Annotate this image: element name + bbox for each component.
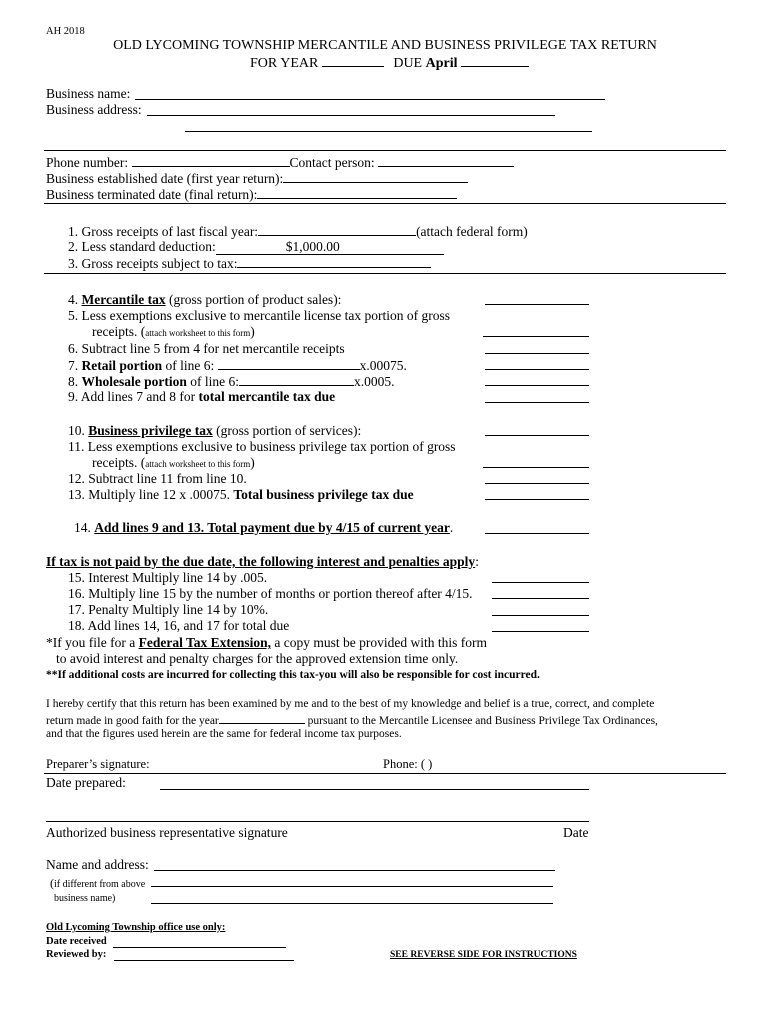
line-11	[68, 439, 456, 455]
line-6	[68, 341, 345, 357]
line-10-label: (gross portion of services):	[212, 423, 362, 438]
line-2	[68, 239, 444, 255]
line-11-field[interactable]	[483, 467, 589, 468]
line-11-label: Less exemptions exclusive to business privilege tax portion of gross	[87, 439, 456, 454]
business-name-label: Business name:	[46, 86, 131, 101]
extension-note-b: a copy must be provided with this form	[270, 635, 487, 650]
line-18	[68, 618, 289, 634]
line-1	[68, 223, 528, 240]
line-7	[68, 357, 407, 374]
line-1-note: (attach federal form)	[416, 224, 528, 239]
authorized-signature-field[interactable]	[46, 821, 589, 822]
line-3	[68, 255, 431, 272]
name-address-label: Name and address:	[46, 857, 149, 872]
business-name-note: business name)	[54, 893, 116, 904]
for-year-label: FOR YEAR	[250, 56, 319, 71]
line-5-label: Less exemptions exclusive to mercantile license tax portion of gross	[81, 308, 451, 323]
phone-row	[46, 154, 514, 171]
line-13	[68, 487, 414, 503]
phone-field[interactable]	[132, 154, 290, 167]
line-9-field[interactable]	[485, 402, 589, 403]
line-16	[68, 586, 473, 602]
line-11-cont-text: receipts. (	[92, 455, 146, 470]
line-5-field[interactable]	[483, 336, 589, 337]
line-12	[68, 471, 247, 487]
line-14-heading: Add lines 9 and 13. Total payment due by 4/15 of current year	[94, 520, 450, 535]
established-row	[46, 170, 468, 187]
line-10-heading: Business privilege tax	[88, 423, 213, 438]
extension-note-bold: Federal Tax Extension,	[138, 635, 271, 650]
established-field[interactable]	[283, 170, 468, 183]
form-title: OLD LYCOMING TOWNSHIP MERCANTILE AND BUSINESS PRIVILEGE TAX RETURN	[113, 38, 657, 53]
date-received-field[interactable]	[113, 947, 286, 948]
line-18-number: 18.	[68, 618, 85, 633]
line-8-amount-field[interactable]	[239, 373, 354, 386]
line-5-close: )	[250, 324, 255, 339]
line-6-label: Subtract line 5 from 4 for net mercantile receipts	[81, 341, 345, 356]
line-14: 14. Add lines 9 and 13. Total payment due by 4/15 of current year.	[74, 520, 454, 535]
established-label: Business established date (first year return):	[46, 171, 284, 186]
terminated-field[interactable]	[257, 186, 457, 199]
line-14-number: 14.	[74, 520, 91, 535]
line-15-field[interactable]	[492, 582, 589, 583]
line-13-label: Multiply line 12 x .00075.	[88, 487, 234, 502]
line-16-label: Multiply line 15 by the number of months or portion thereof after 4/15.	[88, 586, 473, 601]
line-8-field[interactable]	[485, 385, 589, 386]
name-address-field-3[interactable]	[151, 903, 553, 904]
line-15-label: Interest Multiply line 14 by .005.	[88, 570, 268, 585]
line-1-number: 1.	[68, 224, 79, 239]
phone-label: Phone number:	[46, 155, 129, 170]
line-17-field[interactable]	[492, 615, 589, 616]
certify-line-2	[46, 712, 658, 728]
authorized-date-label: Date	[563, 825, 589, 840]
line-9	[68, 389, 335, 405]
due-month: April	[425, 56, 458, 71]
line-12-number: 12.	[68, 471, 85, 486]
date-prepared-label: Date prepared:	[46, 775, 126, 790]
line-3-field[interactable]	[237, 255, 431, 268]
line-11-attach-note: attach worksheet to this form	[145, 459, 251, 469]
line-12-field[interactable]	[485, 483, 589, 484]
certify-ordinance-text: pursuant to the Mercantile Licensee and Business Privilege Tax Ordinances,	[307, 715, 658, 727]
due-day-field[interactable]	[461, 54, 529, 67]
line-6-number: 6.	[68, 341, 79, 356]
line-10-number: 10.	[68, 423, 85, 438]
business-address-field[interactable]	[147, 115, 555, 116]
form-code: AH 2018	[46, 26, 85, 37]
certify-year-label: return made in good faith for the year	[46, 715, 219, 727]
additional-costs-note: **If additional costs are incurred for collecting this tax-you will also be responsible for cost incurred.	[46, 669, 540, 681]
line-1-field[interactable]	[258, 223, 416, 236]
line-2-value: $1,000.00	[285, 239, 340, 254]
line-5-number: 5.	[68, 308, 79, 323]
line-9-heading: total mercantile tax due	[198, 389, 336, 404]
line-4	[68, 292, 341, 308]
line-17-label: Penalty Multiply line 14 by 10%.	[88, 602, 269, 617]
line-7-amount-field[interactable]	[218, 357, 360, 370]
line-8-rate: x.0005.	[354, 374, 395, 389]
if-different-paren: (	[50, 876, 54, 890]
terminated-row	[46, 186, 457, 203]
line-2-field[interactable]	[216, 240, 444, 255]
date-prepared-field[interactable]	[160, 789, 589, 790]
line-17-number: 17.	[68, 602, 85, 617]
due-label: DUE	[393, 56, 423, 71]
line-14-field[interactable]	[485, 533, 589, 534]
penalty-section: If tax is not paid by the due date, the following interest and penalties apply:	[46, 554, 479, 569]
line-9-label: Add lines 7 and 8 for	[80, 389, 199, 404]
line-9-number: 9.	[68, 389, 79, 404]
line-12-label: Subtract line 11 from line 10.	[88, 471, 247, 486]
business-name-field[interactable]	[135, 99, 605, 100]
office-use-heading: Old Lycoming Township office use only:	[46, 922, 226, 933]
line-5-cont-text: receipts. (	[92, 324, 146, 339]
line-5-cont	[92, 324, 255, 341]
name-address-field-2[interactable]	[151, 886, 553, 887]
line-17	[68, 602, 268, 618]
name-address-field[interactable]	[154, 870, 555, 871]
if-different-text: if different from above	[54, 879, 146, 890]
tax-year-field[interactable]	[322, 54, 384, 67]
line-15	[68, 570, 267, 586]
line-5	[68, 308, 450, 324]
line-18-field[interactable]	[492, 631, 589, 632]
line-7-number: 7.	[68, 358, 79, 373]
line-2-number: 2.	[68, 239, 79, 254]
line-11-number: 11.	[68, 439, 85, 454]
line-10-field[interactable]	[485, 435, 589, 436]
penalty-heading: If tax is not paid by the due date, the following interest and penalties apply	[46, 554, 476, 569]
line-10	[68, 423, 361, 439]
if-different-note	[50, 876, 145, 891]
reviewed-by-label: Reviewed by:	[46, 949, 107, 960]
line-8-label: of line 6:	[186, 374, 240, 389]
line-7-heading: Retail portion	[81, 358, 163, 373]
line-13-number: 13.	[68, 487, 85, 502]
reviewed-by-field[interactable]	[114, 960, 294, 961]
line-3-number: 3.	[68, 256, 79, 271]
line-3-label: Gross receipts subject to tax:	[81, 256, 238, 271]
date-received-label: Date received	[46, 936, 107, 947]
line-1-label: Gross receipts of last fiscal year:	[81, 224, 259, 239]
preparer-signature-label: Preparer’s signature:	[46, 757, 150, 771]
line-4-field[interactable]	[485, 304, 589, 305]
line-4-label: (gross portion of product sales):	[165, 292, 342, 307]
preparer-signature-field[interactable]	[44, 773, 726, 774]
authorized-signature-label: Authorized business representative signature	[46, 825, 288, 840]
certify-year-field[interactable]	[219, 712, 305, 724]
extension-note	[46, 635, 487, 651]
line-13-heading: Total business privilege tax due	[233, 487, 414, 502]
line-8-heading: Wholesale portion	[81, 374, 187, 389]
line-11-close: )	[250, 455, 255, 470]
line-16-field[interactable]	[492, 598, 589, 599]
line-7-rate: x.00075.	[359, 358, 407, 373]
line-18-label: Add lines 14, 16, and 17 for total due	[87, 618, 290, 633]
contact-field[interactable]	[378, 154, 514, 167]
section-divider-3	[44, 273, 726, 274]
terminated-label: Business terminated date (final return):	[46, 187, 258, 202]
business-address-label: Business address:	[46, 102, 142, 117]
line-7-label: of line 6:	[162, 358, 215, 373]
preparer-phone-label: Phone: ( )	[383, 757, 433, 771]
section-divider-2	[44, 203, 726, 204]
extension-note-a: *If you file for a	[46, 635, 139, 650]
line-11-cont	[92, 455, 255, 472]
form-title-year-line	[250, 54, 529, 72]
extension-note-line2: to avoid interest and penalty charges for the approved extension time only.	[56, 651, 459, 666]
line-13-field[interactable]	[485, 499, 589, 500]
certify-line-1: I hereby certify that this return has been examined by me and to the best of my knowledge and belief is a true, correct, and complete	[46, 698, 655, 710]
line-7-field[interactable]	[485, 369, 589, 370]
section-divider	[44, 150, 726, 151]
contact-label: Contact person:	[289, 155, 375, 170]
line-15-number: 15.	[68, 570, 85, 585]
line-4-number: 4.	[68, 292, 79, 307]
line-2-label: Less standard deduction:	[81, 239, 216, 254]
line-16-number: 16.	[68, 586, 85, 601]
see-reverse-link[interactable]: SEE REVERSE SIDE FOR INSTRUCTIONS	[390, 950, 577, 960]
business-address-field-2[interactable]	[185, 131, 592, 132]
line-6-field[interactable]	[485, 353, 589, 354]
line-4-heading: Mercantile tax	[81, 292, 166, 307]
certify-line-3: and that the figures used herein are the same for federal income tax purposes.	[46, 728, 402, 740]
line-8	[68, 373, 395, 390]
line-5-attach-note: attach worksheet to this form	[145, 328, 251, 338]
line-8-number: 8.	[68, 374, 79, 389]
